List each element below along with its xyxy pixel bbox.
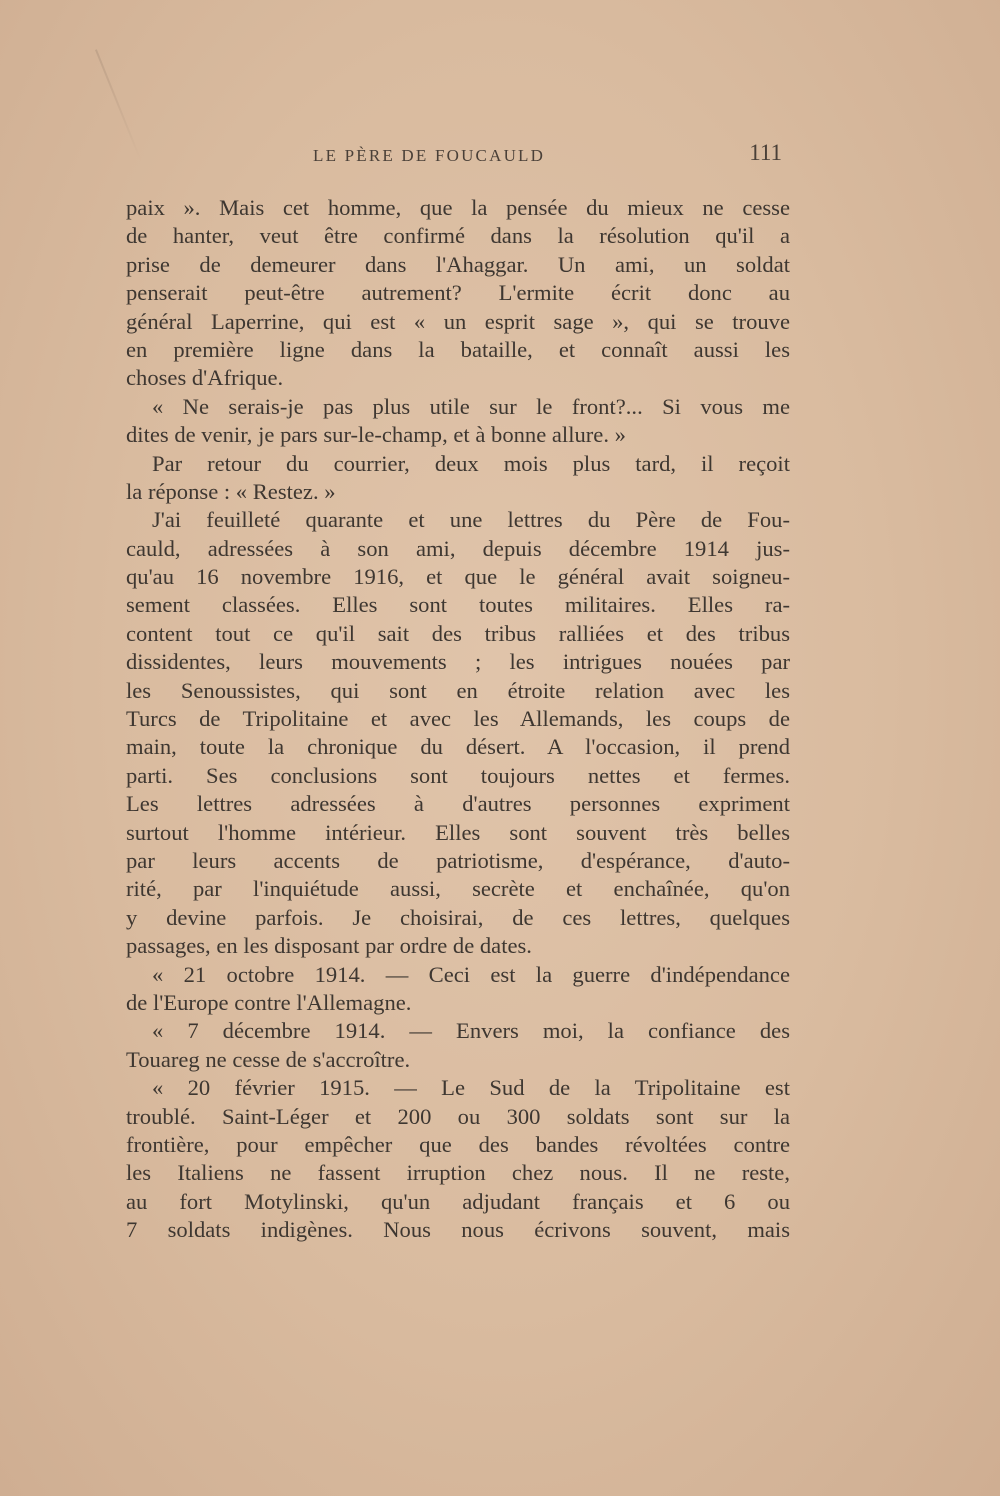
text-line: penserait peut-être autrement? L'ermite écrit donc au [126, 280, 790, 306]
text-line: choses d'Afrique. [126, 365, 284, 391]
text-line: paix ». Mais cet homme, que la pensée du mieux ne cesse [126, 195, 790, 220]
text-line: par leurs accents de patriotisme, d'espérance, d'auto- [126, 847, 790, 873]
text-line: main, toute la chronique du désert. A l'occasion, il prend [126, 734, 790, 760]
text-line: rité, par l'inquiétude aussi, secrète et enchaînée, qu'on [126, 876, 790, 902]
text-line: dites de venir, je pars sur-le-champ, et à bonne allure. » [126, 422, 626, 448]
text-line: la réponse : « Restez. » [126, 478, 336, 504]
text-line: y devine parfois. Je choisirai, de ces lettres, quelques [126, 904, 790, 930]
text-line: dissidentes, leurs mouvements ; les intrigues nouées par [126, 649, 790, 675]
text-line: qu'au 16 novembre 1916, et que le général avait soigneu- [126, 564, 790, 590]
text-line: « 7 décembre 1914. — Envers moi, la confiance des [152, 1018, 790, 1044]
text-line: général Laperrine, qui est « un esprit sage », qui se trouve [126, 308, 790, 334]
page-header [128, 140, 790, 174]
text-line: de l'Europe contre l'Allemagne. [126, 989, 412, 1015]
text-line: les Italiens ne fassent irruption chez nous. Il ne reste, [126, 1160, 790, 1186]
text-line: au fort Motylinski, qu'un adjudant français et 6 ou [126, 1188, 790, 1214]
text-line: troublé. Saint-Léger et 200 ou 300 soldats sont sur la [126, 1103, 790, 1129]
text-line: Touareg ne cesse de s'accroître. [126, 1046, 411, 1072]
running-title: LE PÈRE DE FOUCAULD [313, 146, 546, 165]
text-line: 7 soldats indigènes. Nous nous écrivons souvent, mais [126, 1217, 790, 1243]
text-line: Les lettres adressées à d'autres personnes expriment [126, 791, 790, 817]
body-text [126, 194, 790, 1244]
text-line: Par retour du courrier, deux mois plus tard, il reçoit [152, 450, 790, 476]
text-line: prise de demeurer dans l'Ahaggar. Un ami, un soldat [126, 251, 790, 277]
text-line: passages, en les disposant par ordre de dates. [126, 933, 532, 959]
text-line: surtout l'homme intérieur. Elles sont souvent très belles [126, 819, 790, 845]
text-line: sement classées. Elles sont toutes militaires. Elles ra- [126, 592, 790, 618]
text-line: parti. Ses conclusions sont toujours nettes et fermes. [126, 762, 790, 788]
text-line: « Ne serais-je pas plus utile sur le front?... Si vous me [152, 393, 790, 419]
text-line: « 20 février 1915. — Le Sud de la Tripolitaine est [152, 1075, 790, 1101]
text-line: de hanter, veut être confirmé dans la résolution qu'il a [126, 223, 790, 249]
text-line: Turcs de Tripolitaine et avec les Allemands, les coups de [126, 706, 790, 732]
text-line: les Senoussistes, qui sont en étroite relation avec les [126, 677, 790, 703]
text-line: content tout ce qu'il sait des tribus ralliées et des tribus [126, 620, 790, 646]
page-number: 111 [749, 140, 782, 165]
text-line: frontière, pour empêcher que des bandes révoltées contre [126, 1131, 790, 1157]
text-line: J'ai feuilleté quarante et une lettres du Père de Fou- [152, 507, 790, 533]
text-line: cauld, adressées à son ami, depuis décembre 1914 jus- [126, 535, 790, 561]
text-line: en première ligne dans la bataille, et connaît aussi les [126, 336, 790, 362]
text-line: « 21 octobre 1914. — Ceci est la guerre d'indépendance [152, 961, 790, 987]
paper-crease [95, 49, 142, 161]
